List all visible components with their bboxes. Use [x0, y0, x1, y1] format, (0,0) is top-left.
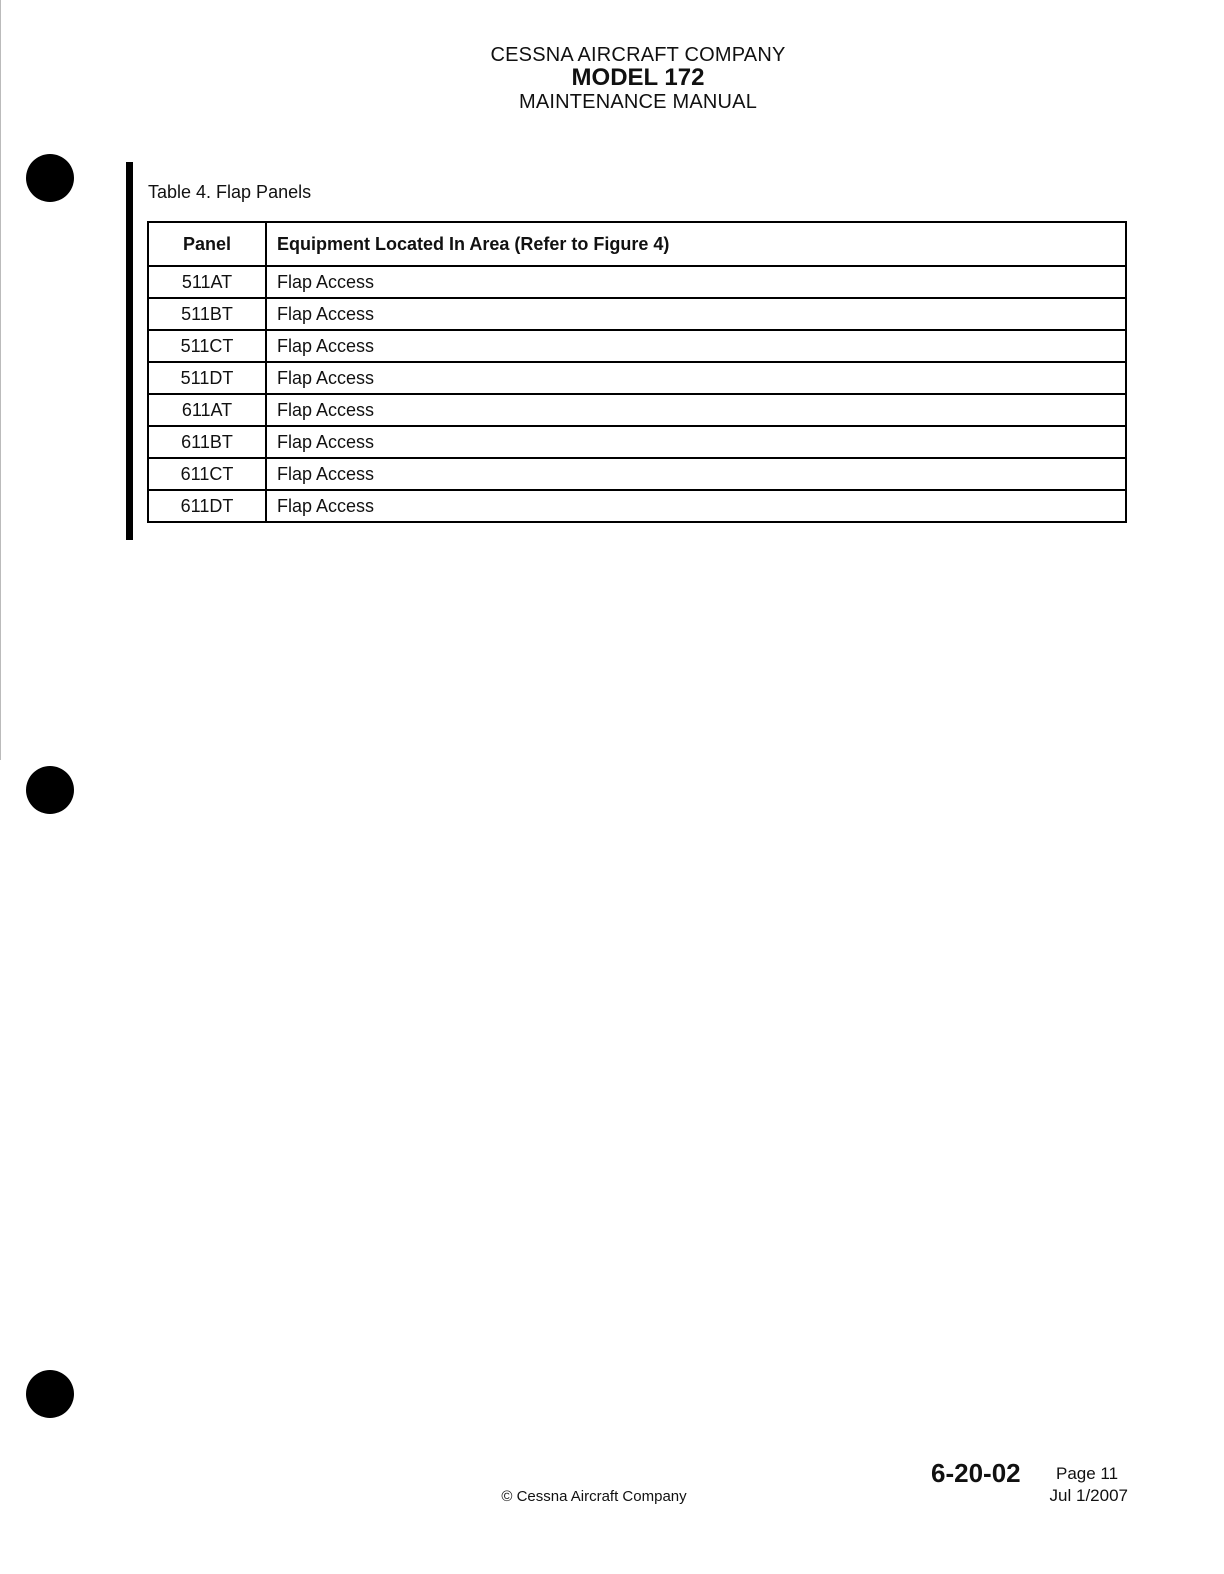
page-edge-line: [0, 0, 1, 760]
table-row: [148, 266, 1126, 298]
panel-cell: 511CT: [148, 330, 266, 362]
column-header-panel: Panel: [148, 222, 266, 266]
section-code: 6-20-02: [931, 1458, 1021, 1488]
equipment-cell: Flap Access: [266, 490, 1126, 522]
flap-panels-table: [147, 221, 1127, 523]
table-row: [148, 394, 1126, 426]
table-row: [148, 298, 1126, 330]
punch-hole-top: [26, 154, 74, 202]
equipment-cell: Flap Access: [266, 266, 1126, 298]
page-header: [0, 44, 1224, 114]
revision-date: Jul 1/2007: [1049, 1486, 1128, 1505]
manual-title: MAINTENANCE MANUAL: [518, 91, 758, 113]
table-row: [148, 458, 1126, 490]
table-header-row: [148, 222, 1126, 266]
equipment-cell: Flap Access: [266, 426, 1126, 458]
equipment-cell: Flap Access: [266, 394, 1126, 426]
panel-cell: 511DT: [148, 362, 266, 394]
table-caption: Table 4. Flap Panels: [148, 182, 312, 202]
equipment-cell: Flap Access: [266, 362, 1126, 394]
panel-cell: 511AT: [148, 266, 266, 298]
copyright-notice: © Cessna Aircraft Company: [501, 1488, 687, 1505]
equipment-cell: Flap Access: [266, 458, 1126, 490]
panel-cell: 511BT: [148, 298, 266, 330]
panel-cell: 611BT: [148, 426, 266, 458]
column-header-equipment: Equipment Located In Area (Refer to Figure 4): [266, 222, 1126, 266]
page-number: Page 11: [1056, 1464, 1119, 1483]
panel-cell: 611CT: [148, 458, 266, 490]
panel-cell: 611AT: [148, 394, 266, 426]
punch-hole-middle: [26, 766, 74, 814]
equipment-cell: Flap Access: [266, 298, 1126, 330]
panel-cell: 611DT: [148, 490, 266, 522]
punch-hole-bottom: [26, 1370, 74, 1418]
table-row: [148, 490, 1126, 522]
table-row: [148, 330, 1126, 362]
model-title: MODEL 172: [571, 64, 705, 91]
table-row: [148, 362, 1126, 394]
table-row: [148, 426, 1126, 458]
revision-change-bar: [126, 162, 133, 540]
company-name: CESSNA AIRCRAFT COMPANY: [490, 44, 786, 66]
equipment-cell: Flap Access: [266, 330, 1126, 362]
